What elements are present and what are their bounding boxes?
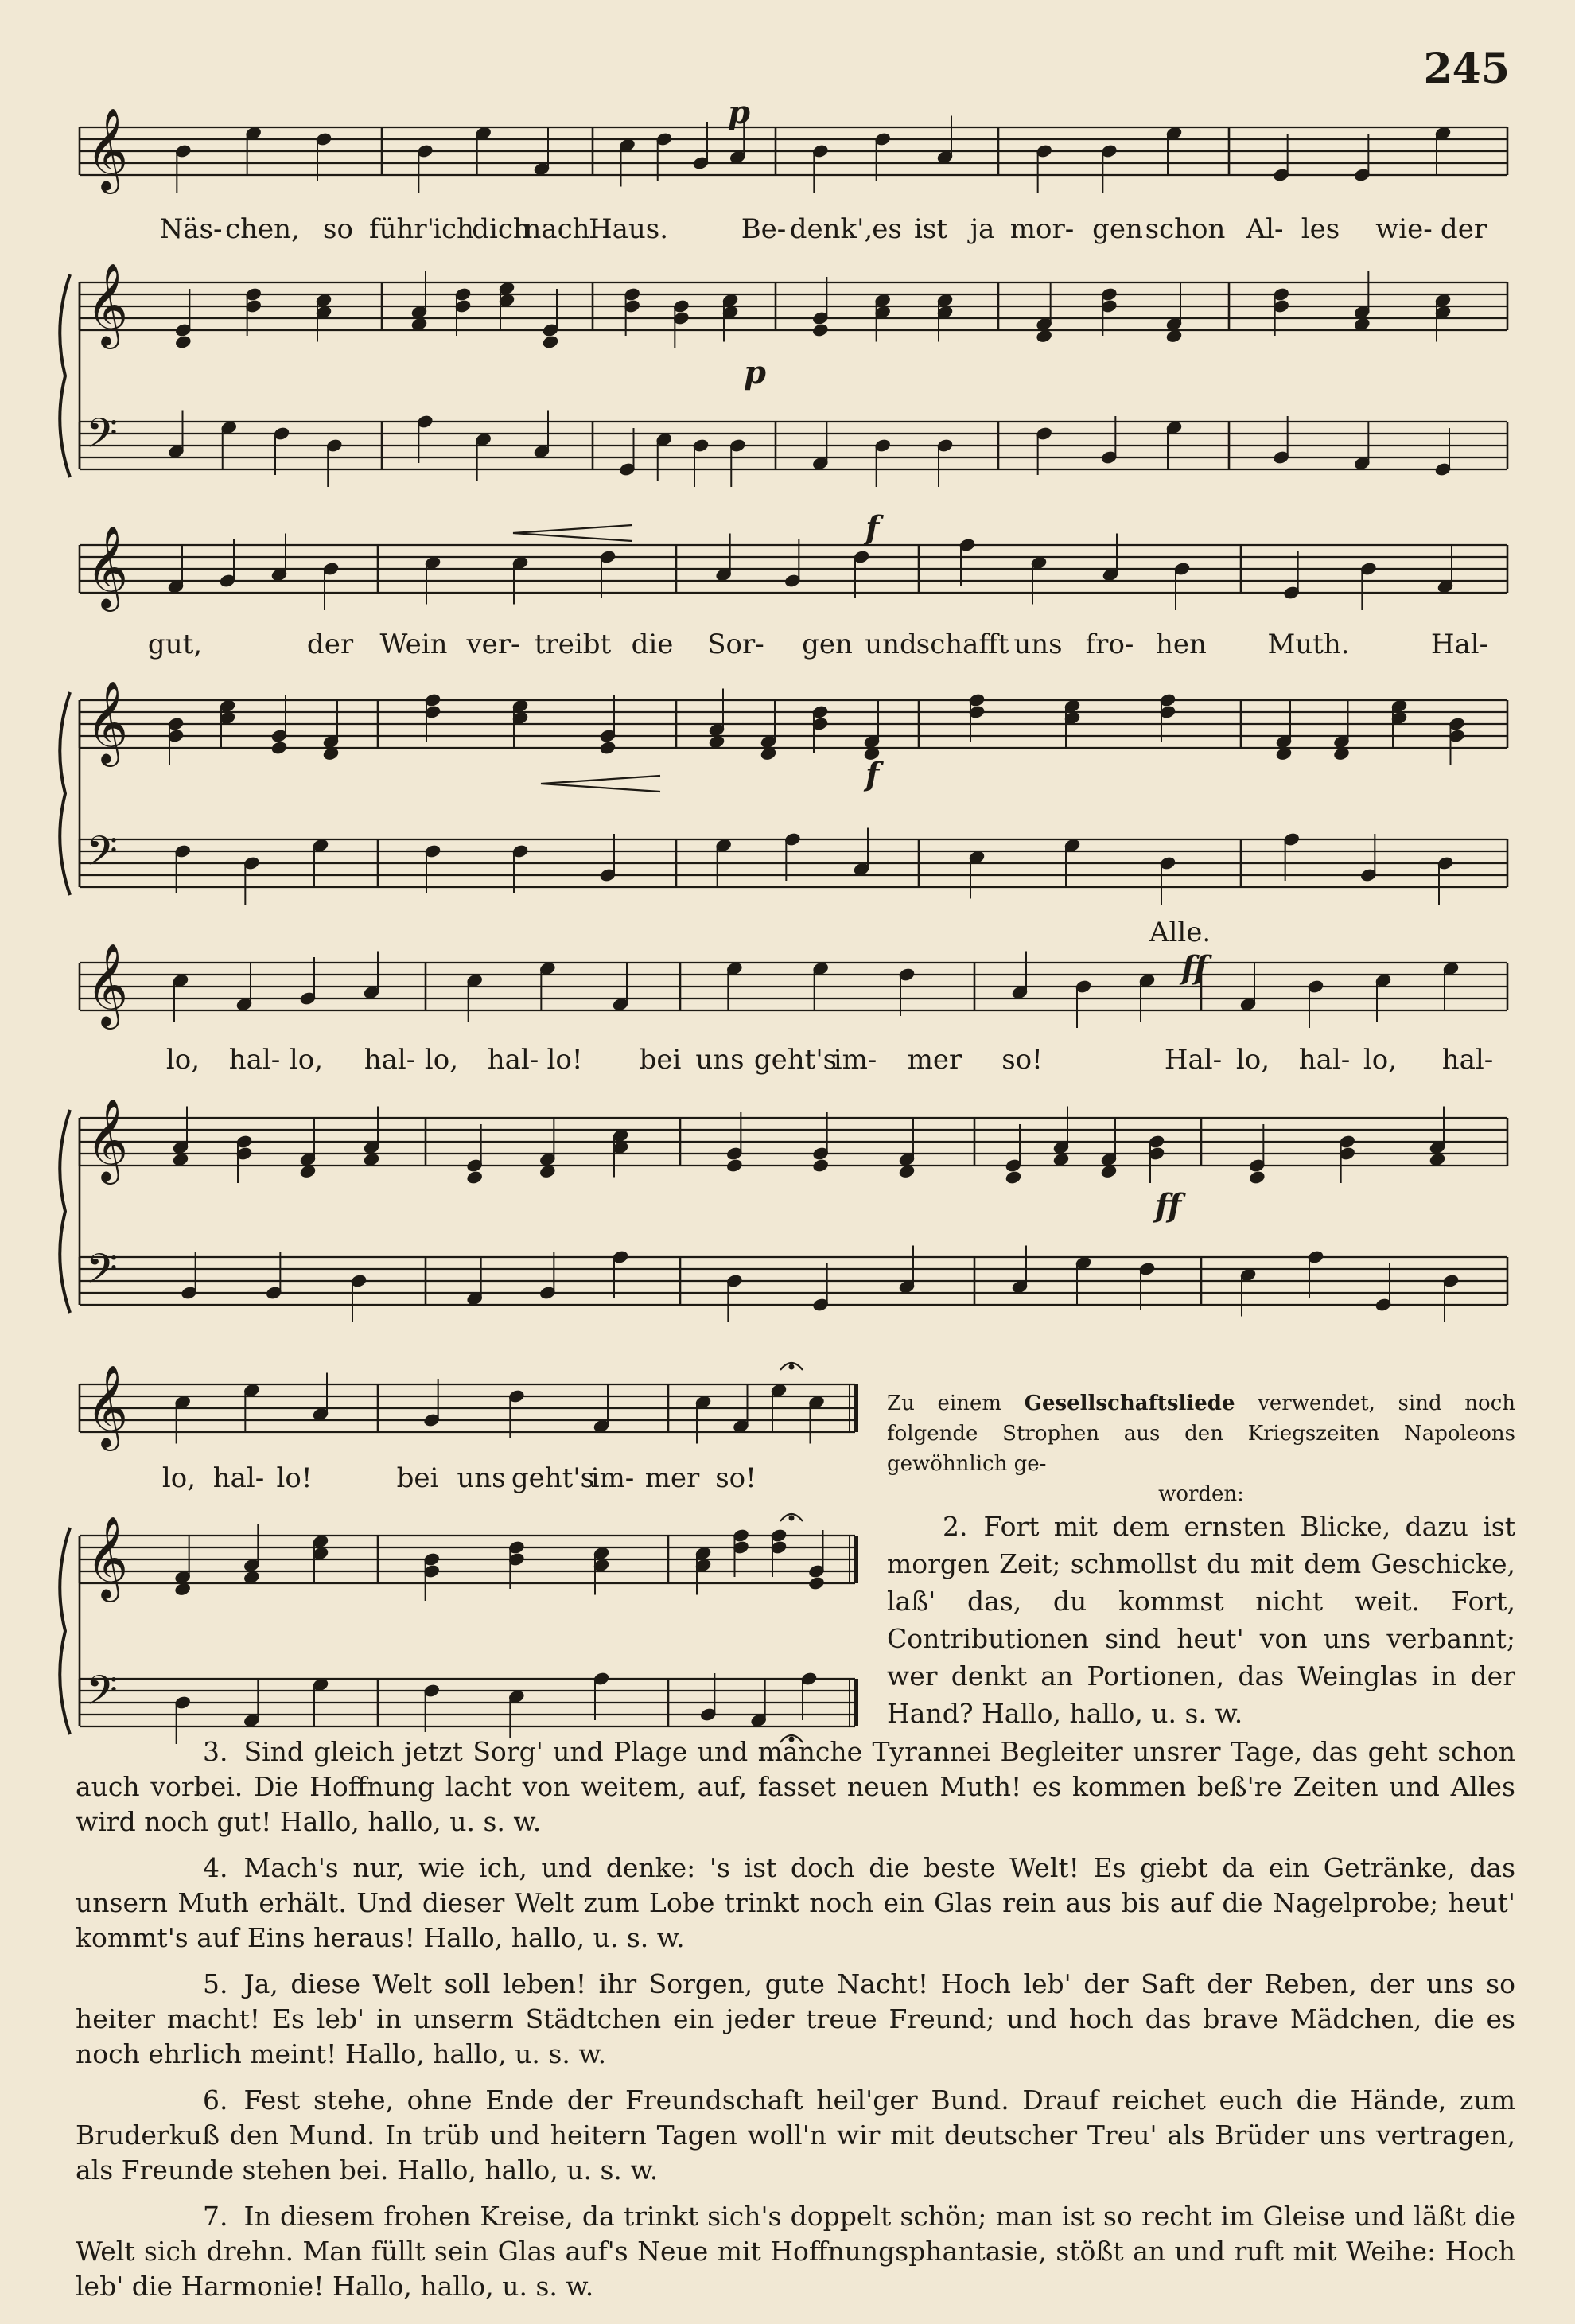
verse-text: In diesem frohen Kreise, da trinkt sich's doppelt schön; man ist so recht im Gleise und läßt die Welt sich drehn. Man füllt sein Glas auf's Neue mit Hoffnungsphantasie, stößt an und ruft mit Weihe: Hoch leb' die Harmonie! Hallo, hallo, u. s. w. xyxy=(76,2201,1515,2302)
lyric-syllable: gen xyxy=(802,629,853,660)
lyric-syllable: es xyxy=(872,213,902,245)
lyric-syllable: lo, xyxy=(1363,1044,1398,1076)
lyric-syllable: Al- xyxy=(1246,213,1284,245)
verse-number: 5. xyxy=(203,1968,228,1999)
note-head xyxy=(812,323,829,337)
lyric-syllable: chen, xyxy=(225,213,300,245)
note-head xyxy=(1249,1170,1266,1185)
lyric-syllable: hal- xyxy=(1298,1044,1351,1076)
lyric-syllable: uns xyxy=(457,1462,506,1494)
verse-7 xyxy=(76,2199,1515,2304)
verse-number: 4. xyxy=(203,1852,228,1883)
lyric-syllable: lo! xyxy=(276,1462,313,1494)
lyric-syllable: Sor- xyxy=(707,629,764,660)
lyric-syllable: mer xyxy=(644,1462,700,1494)
lyric-syllable: lo, xyxy=(165,1044,200,1076)
dynamic-f-system2: f xyxy=(865,509,880,547)
note-head xyxy=(812,1158,829,1173)
lyric-syllable: so! xyxy=(715,1462,756,1494)
lyric-syllable: uns xyxy=(695,1044,745,1076)
crescendo-hairpin xyxy=(513,525,632,541)
note-head xyxy=(175,335,192,349)
lyric-syllable: Hal- xyxy=(1430,629,1489,660)
treble-clef-icon: 𝄞 xyxy=(86,525,129,609)
cue-alle: Alle. xyxy=(1149,917,1211,948)
note-head xyxy=(599,741,616,755)
treble-clef-icon: 𝄞 xyxy=(86,680,129,764)
verse-text: Mach's nur, wie ich, und denke: 's ist doch die beste Welt! Es giebt da ein Getränke, das unsern Muth erhält. Und dieser Welt zum Lobe trinkt noch ein Glas rein aus bis auf die Nagelprobe; heut' kommt's auf Eins heraus! Hallo, hallo, u. s. w. xyxy=(76,1852,1515,1953)
lyric-syllable: hal- xyxy=(364,1044,416,1076)
lyric-syllable: ist xyxy=(914,213,947,245)
lyric-syllable: wie- xyxy=(1375,213,1433,245)
lyric-syllable: hen xyxy=(1156,629,1207,660)
dynamic-p-bass1: p xyxy=(744,354,766,391)
verses-block xyxy=(76,1734,1515,2315)
intro-emphasis: Gesellschaftsliede xyxy=(1024,1392,1235,1415)
lyric-syllable: ja xyxy=(970,213,995,245)
piano-brace xyxy=(60,692,70,895)
treble-clef-icon: 𝄞 xyxy=(86,107,129,191)
verse-6 xyxy=(76,2083,1515,2188)
treble-clef-icon: 𝄞 xyxy=(86,1516,129,1599)
piano-brace xyxy=(60,1110,70,1313)
note-head xyxy=(466,1170,483,1185)
note-head xyxy=(270,741,287,755)
dynamic-ff-system3: ff xyxy=(1181,949,1208,987)
bass-clef-icon: 𝄢 xyxy=(86,1244,118,1302)
bass-clef-icon: 𝄢 xyxy=(86,409,118,467)
lyric-syllable: so! xyxy=(1001,1044,1043,1076)
treble-clef-icon: 𝄞 xyxy=(86,1364,129,1448)
lyric-syllable: uns xyxy=(1013,629,1063,660)
lyric-syllable: ich xyxy=(433,213,474,245)
lyric-syllable: mor- xyxy=(1009,213,1075,245)
strophes-intro-note xyxy=(887,1388,1515,1509)
lyric-syllable: gut, xyxy=(147,629,203,660)
note-head xyxy=(808,1576,825,1590)
lyric-syllable: Näs- xyxy=(159,213,223,245)
lyric-syllable: les xyxy=(1301,213,1340,245)
lyric-syllable: denk', xyxy=(789,213,873,245)
treble-clef-icon: 𝄞 xyxy=(86,943,129,1026)
lyric-syllable: Haus. xyxy=(588,213,669,245)
lyric-syllable: ver- xyxy=(466,629,520,660)
note-head xyxy=(726,1158,743,1173)
lyric-syllable: bei xyxy=(639,1044,682,1076)
crescendo-hairpin xyxy=(541,776,660,792)
bass-clef-icon: 𝄢 xyxy=(86,827,118,885)
verse-number: 2. xyxy=(943,1511,968,1542)
lyric-syllable: Muth. xyxy=(1267,629,1350,660)
lyric-syllable: lo, xyxy=(289,1044,324,1076)
note-head xyxy=(542,335,558,349)
lyric-syllable: im- xyxy=(833,1044,877,1076)
verse-text: Fest stehe, ohne Ende der Freundschaft heil'ger Bund. Drauf reichet euch die Hände, zum Bruderkuß den Mund. In trüb und heitern Tagen woll'n wir mit deutscher Treu' als Brüder uns vertragen, als Freunde stehen bei. Hallo, hallo, u. s. w. xyxy=(76,2085,1515,2186)
lyric-syllable: lo, xyxy=(161,1462,196,1494)
lyric-syllable: bei xyxy=(396,1462,439,1494)
lyric-syllable: dich xyxy=(472,213,531,245)
lyric-syllable: Be- xyxy=(741,213,787,245)
lyric-syllable: mer xyxy=(907,1044,962,1076)
fermata-dot xyxy=(789,1516,794,1520)
lyric-syllable: hal- xyxy=(487,1044,539,1076)
lyric-syllable: die xyxy=(631,629,674,660)
lyric-syllable: hal- xyxy=(228,1044,281,1076)
lyric-syllable: Hal- xyxy=(1164,1044,1223,1076)
page-number: 245 xyxy=(1423,45,1510,93)
verse-text: Ja, diese Welt soll leben! ihr Sorgen, gute Nacht! Hoch leb' der Saft der Reben, der uns so heiter macht! Es leb' in unserm Städtchen ein jeder treue Freund; und hoch das brave Mädchen, die es noch ehrlich meint! Hallo, hallo, u. s. w. xyxy=(76,1968,1515,2069)
lyric-syllable: und xyxy=(865,629,917,660)
lyric-syllable: schafft xyxy=(916,629,1009,660)
lyric-syllable: hal- xyxy=(212,1462,265,1494)
intro-text-last: worden: xyxy=(1158,1482,1244,1506)
verse-text: Fort mit dem ernsten Blicke, dazu ist morgen Zeit; schmollst du mit dem Geschicke, laß' das, du kommst nicht weit. Fort, Contributionen sind heut' von uns verbannt; wer denkt an Portionen, das Weinglas in der Hand? Hallo, hallo, u. s. w. xyxy=(887,1511,1515,1729)
lyric-syllable: hal- xyxy=(1441,1044,1494,1076)
verse-number: 3. xyxy=(203,1736,228,1767)
lyric-syllable: lo, xyxy=(1235,1044,1270,1076)
lyrics-system3 xyxy=(0,1044,1575,1084)
lyric-syllable: gen xyxy=(1092,213,1143,245)
lyric-syllable: der xyxy=(306,629,354,660)
lyric-syllable: lo, xyxy=(424,1044,459,1076)
lyric-syllable: lo! xyxy=(546,1044,583,1076)
lyrics-system2 xyxy=(0,629,1575,668)
piano-brace xyxy=(60,1528,70,1734)
lyric-syllable: der xyxy=(1440,213,1488,245)
lyric-syllable: geht's xyxy=(753,1044,838,1076)
lyric-syllable: geht's xyxy=(511,1462,595,1494)
verse-5 xyxy=(76,1967,1515,2072)
lyric-syllable: nach xyxy=(523,213,590,245)
verse-number: 6. xyxy=(203,2085,228,2116)
lyric-syllable: treibt xyxy=(534,629,612,660)
verse-4 xyxy=(76,1851,1515,1956)
lyric-syllable: führ' xyxy=(369,213,434,245)
treble-clef-icon: 𝄞 xyxy=(86,263,129,346)
lyric-syllable: schon xyxy=(1145,213,1226,245)
bass-clef-icon: 𝄢 xyxy=(86,1666,118,1724)
verse-number: 7. xyxy=(203,2201,228,2232)
verse-text: Sind gleich jetzt Sorg' und Plage und manche Tyrannei Begleiter unsrer Tage, das geht schon auch vorbei. Die Hoffnung lacht von weitem, auf, fasset neuen Muth! es kommen beß're Zeiten und Alles wird noch gut! Hallo, hallo, u. s. w. xyxy=(76,1736,1515,1837)
dynamic-f-bass2: f xyxy=(865,756,880,793)
lyric-syllable: so xyxy=(323,213,353,245)
piano-brace xyxy=(60,274,70,477)
lyric-syllable: im- xyxy=(590,1462,635,1494)
lyric-syllable: fro- xyxy=(1085,629,1134,660)
verse-3 xyxy=(76,1734,1515,1839)
lyrics-system1 xyxy=(0,213,1575,253)
dynamic-ff-bass3: ff xyxy=(1155,1187,1182,1224)
fermata-dot xyxy=(789,1364,794,1369)
note-head xyxy=(1005,1170,1021,1185)
lyric-syllable: Wein xyxy=(379,629,448,660)
treble-clef-icon: 𝄞 xyxy=(86,1098,129,1181)
verse-2 xyxy=(887,1508,1515,1732)
intro-text: verwendet, sind noch folgende Strophen aus den Kriegszeiten Napoleons gewöhnlich ge- xyxy=(887,1392,1516,1476)
intro-text: Zu einem xyxy=(887,1392,1025,1415)
dynamic-p-system1: p xyxy=(728,94,750,131)
